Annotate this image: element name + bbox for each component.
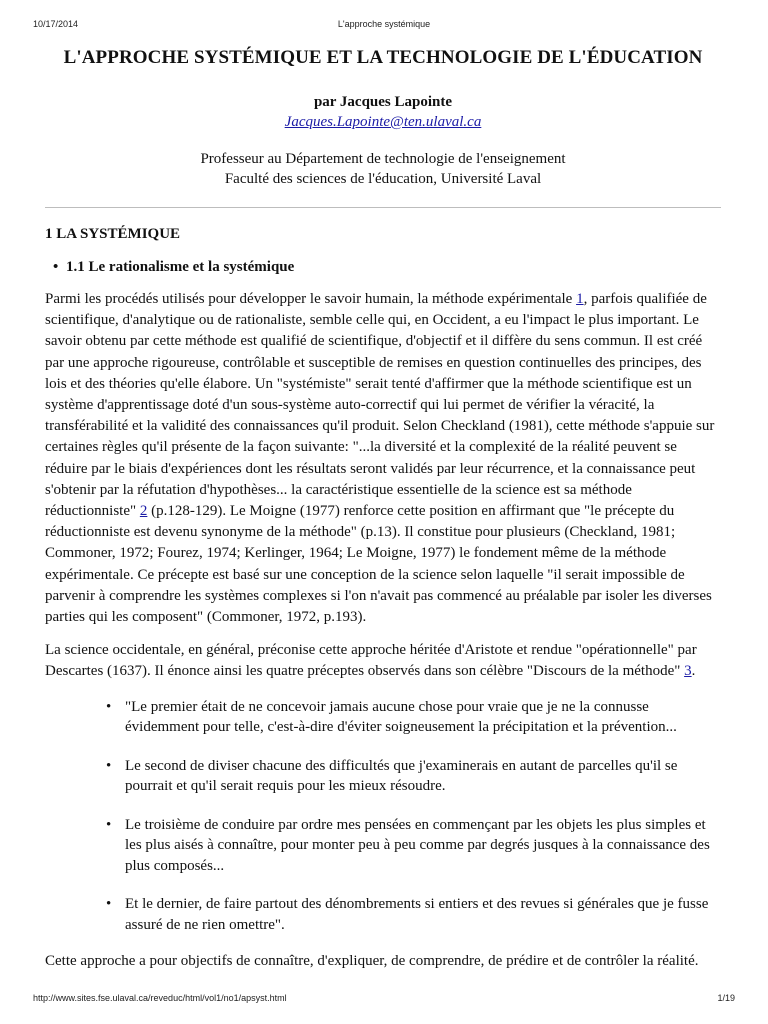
affiliation-line-1: Professeur au Département de technologie de l'enseignement (200, 151, 566, 167)
paragraph-1-text-a: Parmi les procédés utilisés pour développer le savoir humain, la méthode expérimentale (45, 291, 577, 307)
document-page (45, 40, 721, 972)
precept-item-1: • "Le premier était de ne concevoir jamais aucune chose pour vraie que je ne la connusse évidemment pour telle, c'est-à-dire d'éviter soigneusement la précipitation et la prévention... (125, 697, 721, 738)
print-header (0, 19, 768, 31)
section-heading: 1 LA SYSTÉMIQUE (45, 226, 181, 242)
footnote-link-2[interactable]: 2 (139, 503, 148, 520)
article-title: L'APPROCHE SYSTÉMIQUE ET LA TECHNOLOGIE DE L'ÉDUCATION (63, 47, 703, 68)
paragraph-1 (45, 289, 721, 628)
author-block (45, 92, 721, 132)
paragraph-2-text-a: La science occidentale, en général, préconise cette approche héritée d'Aristote et rendue "opérationnelle" par Descartes (1637). Il énonce ainsi les quatre préceptes observés dans son célèbre "Discours de la méthode" (45, 642, 697, 680)
affiliation-line-2: Faculté des sciences de l'éducation, Université Laval (224, 171, 542, 187)
author-email-link[interactable]: Jacques.Lapointe@ten.ulaval.ca (284, 114, 482, 130)
footnote-link-1[interactable]: 1 (576, 291, 584, 307)
print-url: http://www.sites.fse.ulaval.ca/reveduc/html/vol1/no1/apsyst.html (33, 993, 287, 1003)
subsection-heading: • 1.1 Le rationalisme et la systémique (66, 257, 721, 277)
print-page-number: 1/19 (717, 993, 735, 1003)
paragraph-1-text-c: (p.128-129). Le Moigne (1977) renforce cette position en affirmant que "le précepte du réductionniste est devenu synonyme de la méthode" (p.13). Il constitue pour plusieurs (Checkland, 1981; Commoner, 1972; Fourez, 1974; Kerlinger, 1964; Le Moigne, 1977) le fondement même de la méthode expérimentale. Ce précepte est basé sur une conception de la science selon laquelle "il serait impossible de parvenir à comprendre les systèmes complexes si l'on n'avait pas commencé au préalable par isoler les diverses parties qui les composent" (Commoner, 1972, p.193). (45, 503, 712, 626)
precept-item-2: • Le second de diviser chacune des difficultés que j'examinerais en autant de parcelles qu'il se pourrait et qu'il serait requis pour les mieux résoudre. (125, 756, 721, 797)
precept-item-3: • Le troisième de conduire par ordre mes pensées en commençant par les objets les plus simples et les plus aisés à connaître, pour monter peu à peu comme par degrés jusques à la connaissance des plus composés... (125, 815, 721, 877)
print-page-title: L'approche systémique (337, 19, 431, 29)
footnote-link-3[interactable]: 3 (684, 663, 692, 680)
subsection-list (45, 257, 721, 277)
author-affiliation (45, 149, 721, 189)
print-date: 10/17/2014 (33, 19, 79, 29)
precepts-list (45, 697, 721, 936)
paragraph-2-text-b: . (691, 663, 696, 680)
precept-item-4: • Et le dernier, de faire partout des dénombrements si entiers et des revues si générales que je fusse assuré de ne rien omettre". (125, 894, 721, 935)
author-name: par Jacques Lapointe (313, 94, 453, 110)
closing-paragraph: Cette approche a pour objectifs de connaître, d'expliquer, de comprendre, de prédire et de contrôler la réalité. (45, 953, 699, 970)
paragraph-1-text-b: , parfois qualifiée de scientifique, d'analytique ou de rationaliste, semble celle qui, en Occident, a eu l'impact le plus important. Le savoir obtenu par cette méthode est qualifié de scientifique, d'objectif et il diffère du sens commun. Il est créé par une approche rigoureuse, contrôlable et susceptible de remises en question continuelles des principes, des lois et des théories qu'elle élabore. Un "systémiste" serait tenté d'affirmer que la méthode scientifique est un système d'apprentissage doté d'un sous-système auto-correctif qui lui permet de vérifier la véracité, la transférabilité et la validité des connaissances qu'il produit. Selon Checkland (1981), cette méthode s'appuie sur certaines règles qu'il présente de la façon suivante: "...la diversité et la complexité de la réalité peuvent se réduire par le biais d'expériences dont les résultats seront validés par leur récurrence, et la connaissance peut s'obtenir par la réfutation d'hypothèses... la caractéristique essentielle de la science est sa méthode réductionniste" (45, 291, 715, 520)
section-divider (45, 207, 721, 208)
print-footer (0, 993, 768, 1005)
paragraph-2 (45, 640, 721, 682)
